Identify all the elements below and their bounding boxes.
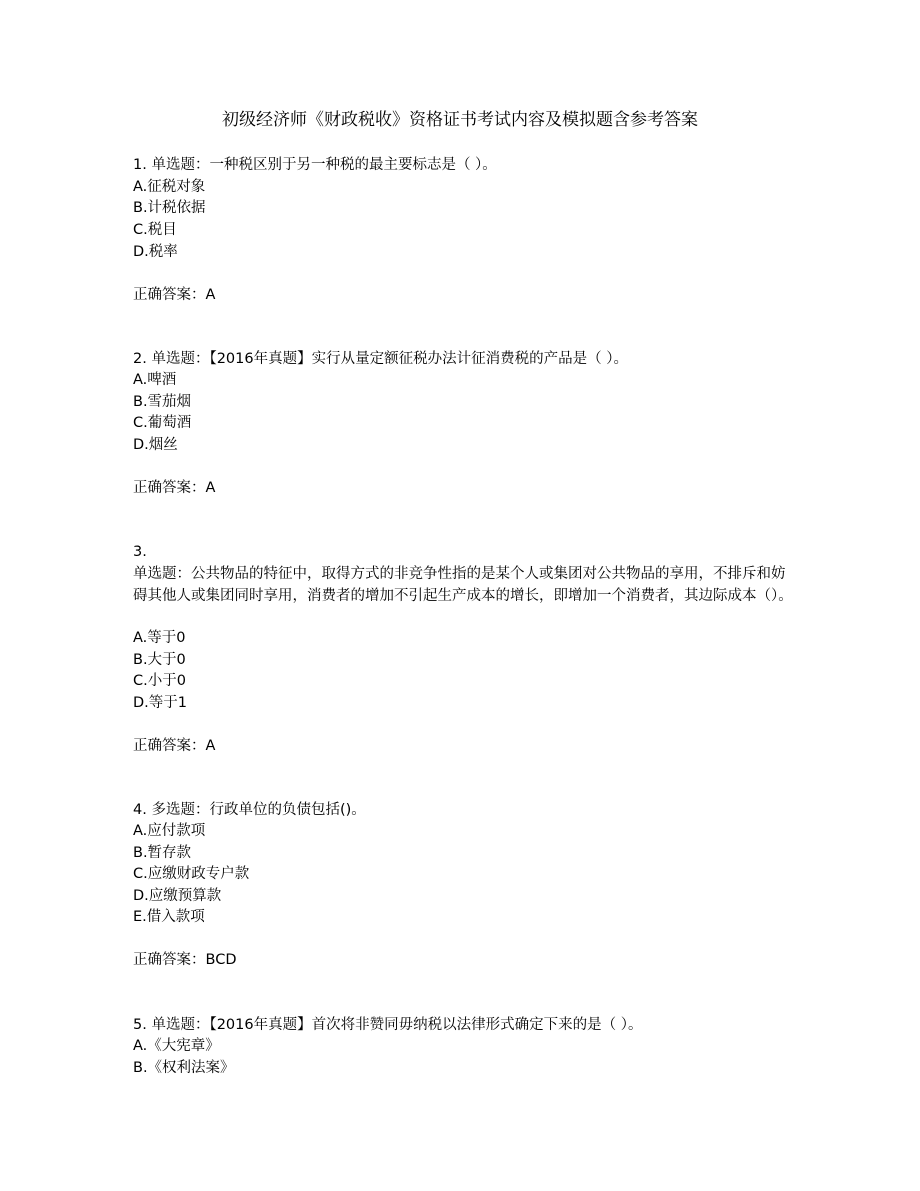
question-3-option-a: A.等于0 (133, 630, 186, 646)
question-3-option-b: B.大于0 (133, 652, 186, 668)
question-3-number: 3. (133, 544, 147, 560)
question-3-option-c: C.小于0 (133, 673, 186, 689)
question-2-option-d: D.烟丝 (133, 437, 178, 453)
question-1-option-a: A.征税对象 (133, 179, 206, 195)
question-5-option-b: B.《权利法案》 (133, 1060, 235, 1076)
question-1-option-d: D.税率 (133, 244, 178, 260)
question-4-stem: 4. 多选题：行政单位的负债包括()。 (133, 802, 366, 818)
question-1-option-c: C.税目 (133, 222, 177, 238)
question-4-option-b: B.暂存款 (133, 845, 192, 861)
question-4-answer: 正确答案：BCD (133, 952, 237, 968)
question-1-option-b: B.计税依据 (133, 200, 206, 216)
question-3-stem: 单选题：公共物品的特征中，取得方式的非竞争性指的是某个人或集团对公共物品的享用，不排斥和妨碍其他人或集团同时享用，消费者的增加不引起生产成本的增长，即增加一个消费者，其边际成本（）。 (133, 566, 793, 604)
question-4-option-c: C.应缴财政专户款 (133, 866, 250, 882)
question-2-option-b: B.雪茄烟 (133, 394, 192, 410)
question-3-option-d: D.等于1 (133, 695, 187, 711)
question-5-option-a: A.《大宪章》 (133, 1038, 220, 1054)
question-2-answer: 正确答案：A (133, 480, 216, 496)
question-1-answer: 正确答案：A (133, 287, 216, 303)
question-4-option-a: A.应付款项 (133, 823, 206, 839)
document-title: 初级经济师《财政税收》资格证书考试内容及模拟题含参考答案 (222, 110, 698, 130)
question-4-option-d: D.应缴预算款 (133, 888, 222, 904)
question-3-answer: 正确答案：A (133, 738, 216, 754)
question-1-stem: 1. 单选题：一种税区别于另一种税的最主要标志是（ ）。 (133, 157, 497, 173)
question-4-option-e: E.借入款项 (133, 909, 205, 925)
question-2-option-a: A.啤酒 (133, 372, 177, 388)
question-2-option-c: C.葡萄酒 (133, 415, 192, 431)
question-2-stem: 2. 单选题：【2016年真题】实行从量定额征税办法计征消费税的产品是（ ）。 (133, 351, 628, 367)
question-5-stem: 5. 单选题：【2016年真题】首次将非赞同毋纳税以法律形式确定下来的是（ ）。 (133, 1017, 643, 1033)
